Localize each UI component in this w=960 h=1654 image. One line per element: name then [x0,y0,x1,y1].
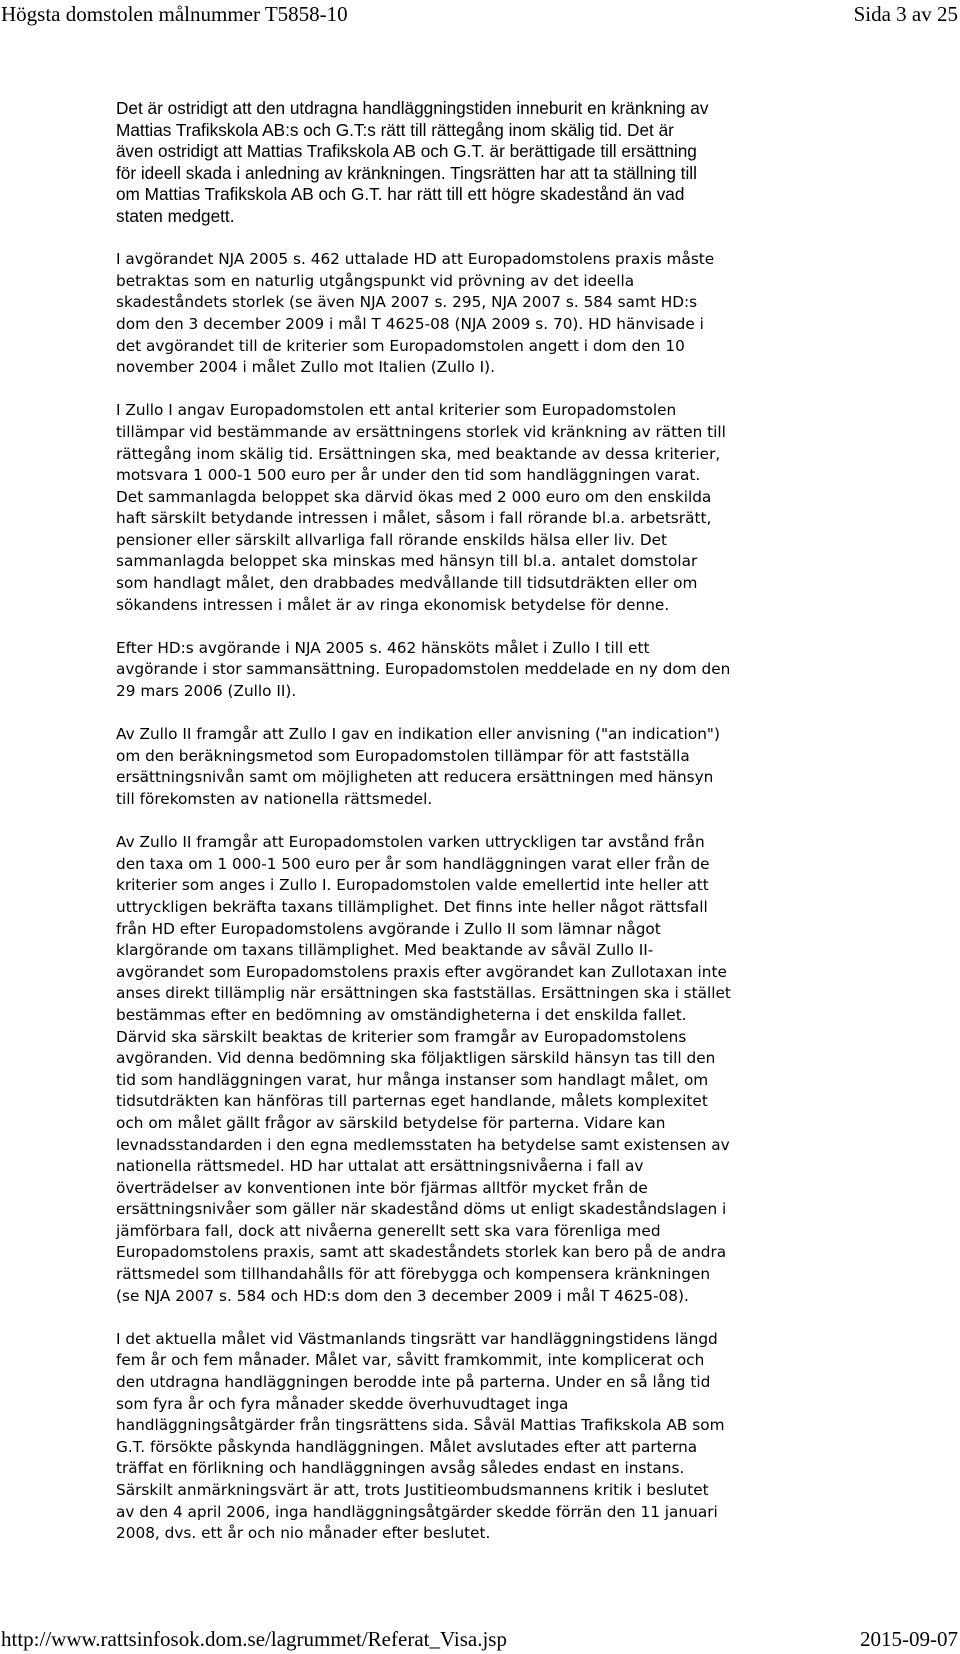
paragraph: Av Zullo II framgår att Zullo I gav en indikation eller anvisning ("an indication") om den beräkningsmetod som Europadomstolen tillämpar för att fastställa ersättningsnivån samt om möjligheten att reducera ersättningen med hänsyn till förekomsten av nationella rättsmedel. [116,725,720,808]
paragraph: I Zullo I angav Europadomstolen ett antal kriterier som Europadomstolen tillämpar vid bestämmande av ersättningens storlek vid kränkning av rätten till rättegång inom skälig tid. Ersättningen ska, med beaktande av dessa kriterier, motsvara 1 000-1 500 euro per år under den tid som handläggningen varat. Det sammanlagda beloppet ska därvid ökas med 2 000 euro om den enskilda haft särskilt betydande intressen i målet, såsom i fall rörande bl.a. arbetsrätt, pensioner eller särskilt allvarliga fall rörande enskilds hälsa eller liv. Det sammanlagda beloppet ska minskas med hänsyn till bl.a. antalet domstolar som handlagt målet, den drabbades medvållande till tidsutdräkten eller om sökandens intressen i målet är av ringa ekonomisk betydelse för denne. [116,401,726,614]
paragraph: I det aktuella målet vid Västmanlands tingsrätt var handläggningstidens längd fem år och fem månader. Målet var, såvitt framkommit, inte komplicerat och den utdragna handläggningen berodde inte på parterna. Under en så lång tid som fyra år och fyra månader skedde överhuvudtaget inga handläggningsåtgärder från tingsrättens sida. Såväl Mattias Trafikskola AB som G.T. försökte påskynda handläggningen. Målet avslutades efter att parterna träffat en förlikning och handläggningen avsåg således endast en instans. Särskilt anmärkningsvärt är att, trots Justitieombudsmannens kritik i beslutet av den 4 april 2006, inga handläggningsåtgärder skedde förrän den 11 januari 2008, dvs. ett år och nio månader efter beslutet. [116,1329,725,1543]
paragraph: Efter HD:s avgörande i NJA 2005 s. 462 hänsköts målet i Zullo I till ett avgörande i stor sammansättning. Europadomstolen meddelade en ny dom den 29 mars 2006 (Zullo II). [116,638,731,701]
paragraph: Av Zullo II framgår att Europadomstolen varken uttryckligen tar avstånd från den taxa om 1 000-1 500 euro per år som handläggningen varat eller från de kriterier som anges i Zullo I. Europadomstolen valde emellertid inte heller att uttryckligen bekräfta taxans tillämplighet. Det finns inte heller något rättsfall från HD efter Europadomstolens avgörande i Zullo II som lämnar något klargörande om taxans tillämplighet. Med beaktande av såväl Zullo II- avgörandet som Europadomstolens praxis efter avgörandet kan Zullotaxan inte anses direkt tillämplig när ersättningen ska fastställas. Ersättningen ska i stället bestämmas efter en bedömning av omständigheterna i det enskilda fallet. Därvid ska särskilt beaktas de kriterier som framgår av Europadomstolens avgöranden. Vid denna bedömning ska följaktligen särskild hänsyn tas till den tid som handläggningen varat, hur många instanser som handlagt målet, om tidsutdräkten kan hänföras till parternas eget handlande, målets komplexitet och om målet gällt frågor av särskild betydelse för parterna. Vidare kan levnadsstandarden i den egna medlemsstaten ha betydelse samt existensen av nationella rättsmedel. HD har uttalat att ersättningsnivåerna i fall av överträdelser av konventionen inte bör fjärmas alltför mycket från de ersättningsnivåer som gäller när skadestånd döms ut enligt skadeståndslagen i jämförbara fall, dock att nivåerna generellt sett ska vara förenliga med Europadomstolens praxis, samt att skadeståndets storlek kan bero på de andra rättsmedel som tillhandahålls för att förebygga och kompensera kränkningen (se NJA 2007 s. 584 och HD:s dom den 3 december 2009 i mål T 4625-08). [116,833,731,1305]
page-header [0,0,960,36]
document-title: Högsta domstolen målnummer T5858-10 [1,2,348,26]
page-number: Sida 3 av 25 [853,2,958,26]
page-footer [0,1625,960,1654]
paragraph: Det är ostridigt att den utdragna handläggningstiden inneburit en kränkning av Mattias Trafikskola AB:s och G.T:s rätt till rättegång inom skälig tid. Det är även ostridigt att Mattias Trafikskola AB och G.T. är berättigade till ersättning för ideell skada i anledning av kränkningen. Tingsrätten har att ta ställning till om Mattias Trafikskola AB och G.T. har rätt till ett högre skadestånd än vad staten medgett. [116,98,709,226]
print-date: 2015-09-07 [860,1627,958,1651]
document-body [116,98,828,1566]
source-url[interactable]: http://www.rattsinfosok.dom.se/lagrummet/Referat_Visa.jsp [1,1627,507,1651]
paragraph: I avgörandet NJA 2005 s. 462 uttalade HD att Europadomstolens praxis måste betraktas som en naturlig utgångspunkt vid prövning av det ideella skadeståndets storlek (se även NJA 2007 s. 295, NJA 2007 s. 584 samt HD:s dom den 3 december 2009 i mål T 4625-08 (NJA 2009 s. 70). HD hänvisade i det avgörandet till de kriterier som Europadomstolen angett i dom den 10 november 2004 i målet Zullo mot Italien (Zullo I). [116,250,715,377]
